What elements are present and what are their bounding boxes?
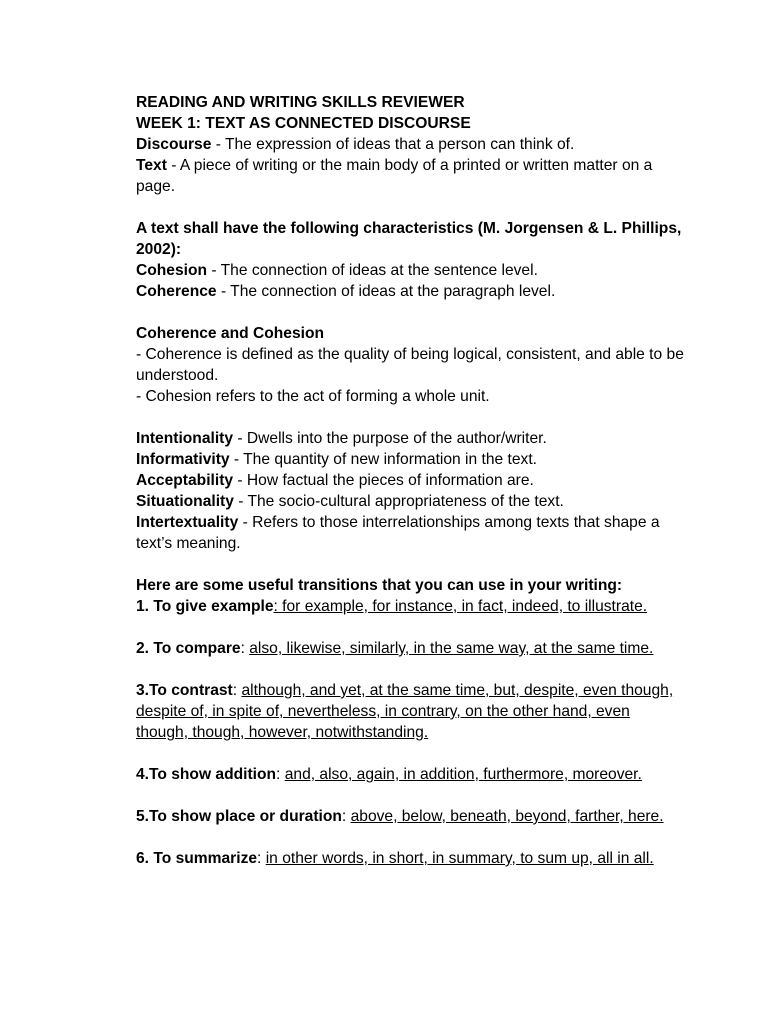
transition-list: : for example, for instance, in fact, indeed, to illustrate. <box>273 598 648 615</box>
document-page <box>136 92 684 869</box>
standard-informativity <box>136 449 684 470</box>
spacer <box>136 407 684 428</box>
transition-contrast <box>136 680 684 743</box>
cohesion-point: - Cohesion refers to the act of forming a whole unit. <box>136 388 490 405</box>
characteristic-term: Cohesion <box>136 262 208 279</box>
transition-separator: : <box>240 640 250 657</box>
transition-label: 4.To show addition <box>136 766 277 783</box>
transition-list: although, and yet, at the same time, but, despite, even though, despite of, in spite of, nevertheless, in contrary, on the other hand, even though, though, however, notwithstanding. <box>136 682 674 741</box>
spacer <box>136 785 684 806</box>
spacer <box>136 827 684 848</box>
standard-term: Acceptability <box>136 472 234 489</box>
standard-acceptability <box>136 470 684 491</box>
definition-text: - A piece of writing or the main body of a printed or written matter on a page. <box>136 157 653 195</box>
definition-discourse <box>136 134 684 155</box>
transition-label: 6. To summarize <box>136 850 258 867</box>
transition-label: 2. To compare <box>136 640 241 657</box>
definition-text-item <box>136 155 684 197</box>
transition-summarize <box>136 848 684 869</box>
transition-list: in other words, in short, in summary, to sum up, all in all. <box>265 850 654 867</box>
transition-list: above, below, beneath, beyond, farther, here. <box>350 808 664 825</box>
characteristic-text: - The connection of ideas at the sentence level. <box>207 262 538 279</box>
spacer <box>136 197 684 218</box>
transition-separator: : <box>257 850 266 867</box>
transition-label: 1. To give example <box>136 598 274 615</box>
transition-label: 5.To show place or duration <box>136 808 342 825</box>
standard-intentionality <box>136 428 684 449</box>
week-heading: WEEK 1: TEXT AS CONNECTED DISCOURSE <box>136 115 471 132</box>
standard-term: Intentionality <box>136 430 234 447</box>
characteristics-heading: A text shall have the following characteristics (M. Jorgensen & L. Phillips, 2002): <box>136 220 682 258</box>
standard-situationality <box>136 491 684 512</box>
characteristic-coherence <box>136 281 684 302</box>
coherence-point: - Coherence is defined as the quality of being logical, consistent, and able to be understood. <box>136 346 684 384</box>
standard-text: - How factual the pieces of information are. <box>233 472 534 489</box>
transitions-heading: Here are some useful transitions that you can use in your writing: <box>136 577 623 594</box>
characteristic-cohesion <box>136 260 684 281</box>
transition-addition <box>136 764 684 785</box>
transition-list: also, likewise, similarly, in the same way, at the same time. <box>249 640 654 657</box>
transition-label: 3.To contrast <box>136 682 233 699</box>
standard-text: - The socio-cultural appropriateness of the text. <box>233 493 564 510</box>
transition-separator: : <box>276 766 285 783</box>
standard-term: Situationality <box>136 493 234 510</box>
standard-text: - Dwells into the purpose of the author/writer. <box>233 430 547 447</box>
transition-example <box>136 596 684 617</box>
standard-term: Intertextuality <box>136 514 239 531</box>
spacer <box>136 617 684 638</box>
characteristic-term: Coherence <box>136 283 217 300</box>
spacer <box>136 302 684 323</box>
definition-text: - The expression of ideas that a person can think of. <box>211 136 575 153</box>
standard-intertextuality <box>136 512 684 554</box>
standard-term: Informativity <box>136 451 230 468</box>
transition-separator: : <box>341 808 351 825</box>
standard-text: - The quantity of new information in the text. <box>229 451 537 468</box>
spacer <box>136 659 684 680</box>
document-title: READING AND WRITING SKILLS REVIEWER <box>136 94 465 111</box>
coherence-cohesion-heading: Coherence and Cohesion <box>136 325 325 342</box>
definition-term: Text <box>136 157 167 174</box>
transition-list: and, also, again, in addition, furthermore, moreover. <box>284 766 642 783</box>
transition-compare <box>136 638 684 659</box>
spacer <box>136 743 684 764</box>
standard-text: - Refers to those interrelationships among texts that shape a text’s meaning. <box>136 514 660 552</box>
definition-term: Discourse <box>136 136 212 153</box>
spacer <box>136 554 684 575</box>
transition-separator: : <box>232 682 242 699</box>
characteristic-text: - The connection of ideas at the paragraph level. <box>216 283 556 300</box>
transition-place-duration <box>136 806 684 827</box>
